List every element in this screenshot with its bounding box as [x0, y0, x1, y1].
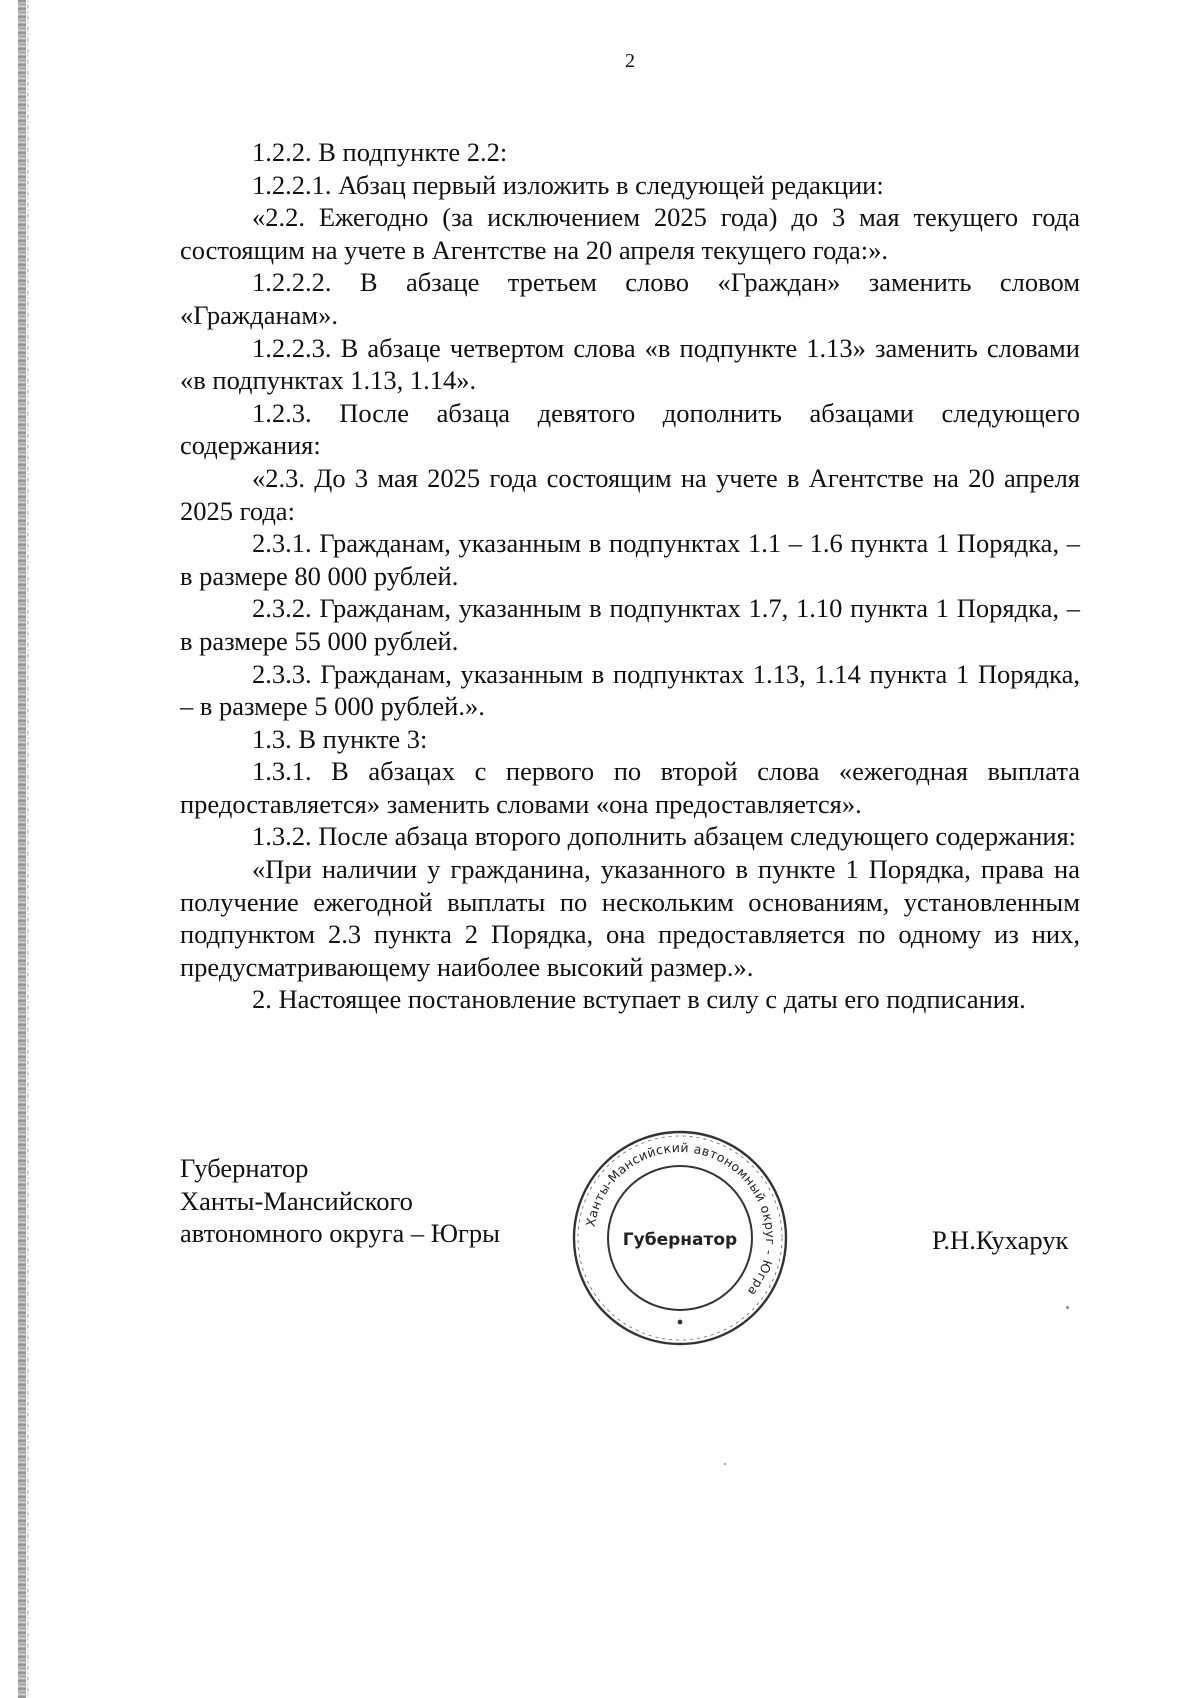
scan-edge-artifact-inner [27, 0, 29, 1698]
paragraph: «При наличии у гражданина, указанного в пункте 1 Порядка, права на получение ежегодной выплаты по нескольким основаниям, установленным подпунктом 2.3 пункта 2 Порядка, она предоставляется по одному из них, предусматривающему наиболее высокий размер.». [180, 854, 1080, 982]
signatory-name: Р.Н.Кухарук [932, 1225, 1069, 1255]
position-line: Губернатор [180, 1153, 309, 1183]
position-line: автономного округа – Югры [180, 1218, 500, 1249]
document-body [180, 136, 1080, 1016]
scan-speck [724, 1463, 726, 1465]
seal-ring-text: Ханты-Мансийский автономный округ - Югра [582, 1139, 779, 1300]
paragraph: 2. Настоящее постановление вступает в силу с даты его подписания. [252, 984, 1026, 1015]
scan-edge-artifact [18, 0, 26, 1698]
paragraph: 2.3.3. Гражданам, указанным в подпунктах 1.13, 1.14 пункта 1 Порядка, – в размере 5 000 рублей.». [180, 658, 1080, 722]
paragraph: 1.2.3. После абзаца девятого дополнить абзацами следующего содержания: [180, 397, 1080, 461]
paragraph: 1.3.2. После абзаца второго дополнить абзацем следующего содержания: [252, 821, 1077, 852]
paragraph: «2.2. Ежегодно (за исключением 2025 года) до 3 мая текущего года состоящим на учете в Агентстве на 20 апреля текущего года:». [180, 202, 1080, 265]
paragraph: 1.2.2.3. В абзаце четвертом слова «в подпункте 1.13» заменить словами «в подпунктах 1.13, 1.14». [180, 332, 1080, 396]
paragraph: 1.2.2.2. В абзаце третьем слово «Граждан» заменить словом «Гражданам». [180, 267, 1080, 330]
paragraph: 1.3.1. В абзацах с первого по второй слова «ежегодная выплата предоставляется» заменить словами «она предоставляется». [180, 756, 1080, 819]
paragraph: 2.3.1. Гражданам, указанным в подпунктах 1.1 – 1.6 пункта 1 Порядка, – в размере 80 000 рублей. [180, 528, 1080, 591]
position-line: Ханты-Мансийского [180, 1185, 413, 1216]
paragraph: 1.2.2. В подпункте 2.2: [252, 137, 508, 167]
paragraph: «2.3. До 3 мая 2025 года состоящим на учете в Агентстве на 20 апреля 2025 года: [180, 462, 1080, 526]
scan-speck [1066, 1306, 1069, 1309]
paragraph: 1.2.2.1. Абзац первый изложить в следующей редакции: [252, 169, 884, 200]
paragraph: 2.3.2. Гражданам, указанным в подпунктах 1.7, 1.10 пункта 1 Порядка, – в размере 55 000 рублей. [180, 593, 1080, 656]
official-seal [566, 1124, 794, 1352]
seal-bottom-dot [678, 1320, 683, 1325]
signatory-position [180, 1152, 500, 1250]
page-number: 2 [625, 50, 635, 72]
seal-center-text: Губернатор [622, 1230, 738, 1250]
paragraph: 1.3. В пункте 3: [252, 723, 428, 754]
